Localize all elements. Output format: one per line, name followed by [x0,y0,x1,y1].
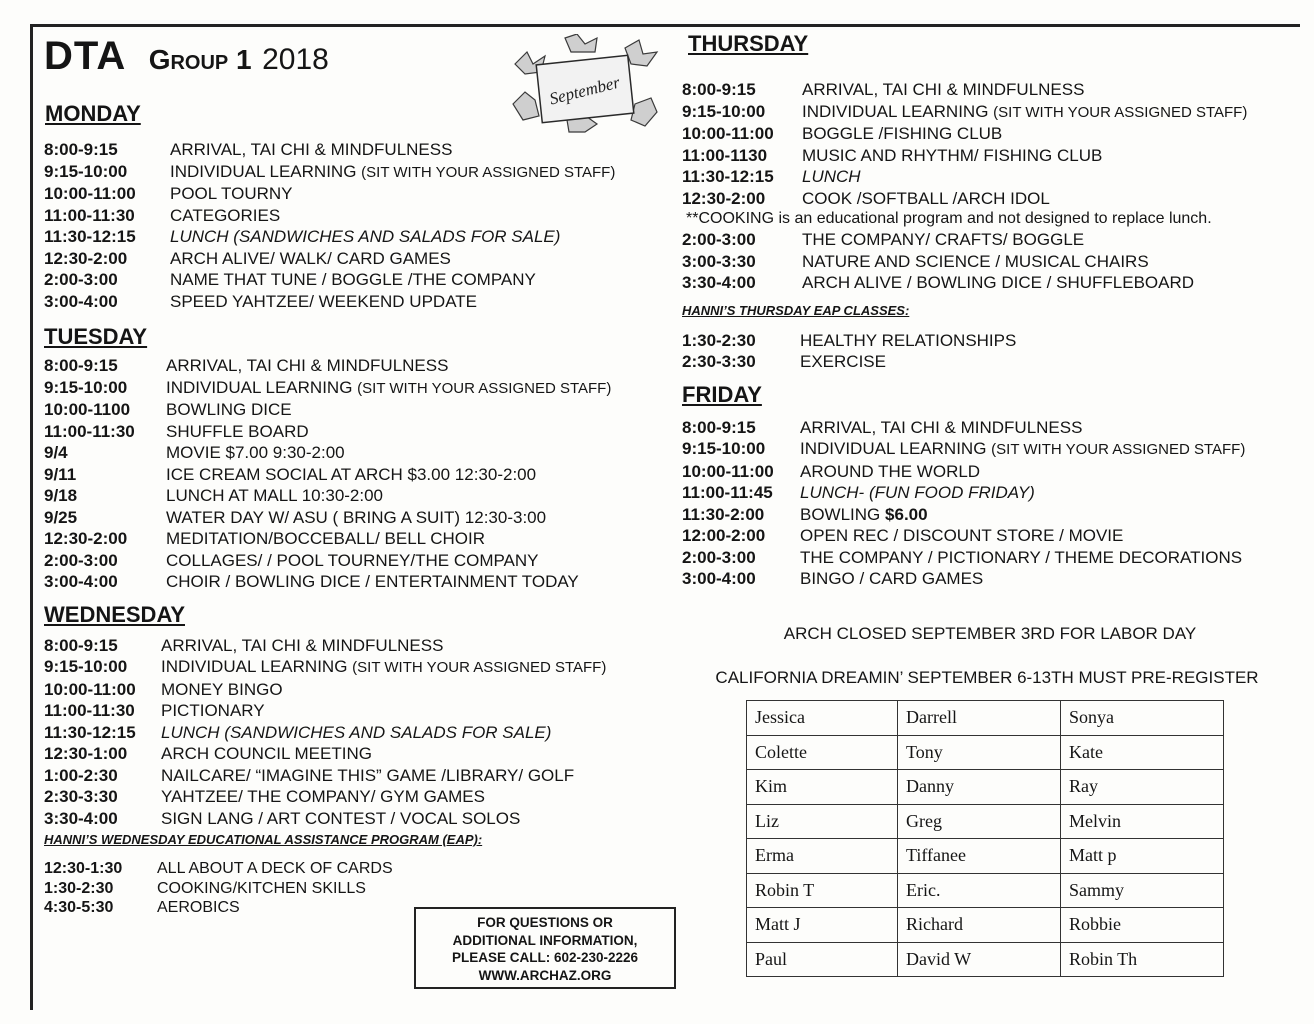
schedule-time: 10:00-11:00 [44,679,136,699]
activity-text: LUNCH [802,167,861,186]
schedule-activity [170,248,674,270]
name-cell: Paul [747,942,898,977]
name-cell: Darrell [898,701,1061,736]
schedule-row [682,166,1302,188]
schedule-row [682,145,1302,167]
trip-notice: CALIFORNIA DREAMIN’ SEPTEMBER 6-13TH MUST PRE-REGISTER [715,668,1259,687]
schedule-time: 4:30-5:30 [44,899,114,916]
activity-text: LUNCH (SANDWICHES AND SALADS FOR SALE) [170,227,561,246]
activity-text: COOKING/KITCHEN SKILLS [157,879,366,897]
schedule-time: 3:00-4:00 [44,291,118,311]
schedule-time: 1:00-2:30 [44,765,118,785]
schedule-activity [802,79,1302,101]
activity-price: $6.00 [885,504,928,524]
activity-text: LUNCH (SANDWICHES AND SALADS FOR SALE) [161,722,552,742]
schedule-row [44,399,674,421]
schedule-activity [802,145,1302,167]
schedule-time: 8:00-9:15 [682,417,756,437]
schedule-time: 11:00-11:30 [44,421,135,441]
contact-line-4: WWW.ARCHAZ.ORG [478,967,612,983]
schedule-time: 2:00-3:00 [44,550,118,570]
closed-notice: ARCH CLOSED SEPTEMBER 3RD FOR LABOR DAY [783,624,1197,643]
schedule-row [44,421,674,443]
activity-text: SPEED YAHTZEE/ WEEKEND UPDATE [170,291,478,311]
schedule-activity [800,417,1302,439]
activity-text: SIGN LANG / ART CONTEST / VOCAL SOLOS [161,808,521,828]
table-row [747,942,1224,977]
schedule-row [44,635,674,657]
friday-schedule [682,417,1302,590]
title-group: Group 1 [148,44,252,75]
activity-text: BOGGLE /FISHING CLUB [802,124,1003,143]
schedule-activity [800,351,1302,373]
schedule-time: 2:30-3:30 [44,787,118,806]
schedule-row [44,161,674,184]
schedule-time: 2:00-3:00 [44,270,118,289]
schedule-time: 10:00-11:00 [682,461,774,481]
schedule-time: 11:30-12:15 [44,722,136,742]
schedule-row [44,700,674,722]
name-cell: Kim [747,770,898,805]
schedule-activity [166,485,674,507]
cooking-note: **COOKING is an educational program and not designed to replace lunch. [686,210,1212,227]
schedule-row [44,656,674,679]
schedule-time: 11:30-12:15 [44,227,136,246]
schedule-activity [166,399,674,421]
activity-text: NAME THAT TUNE / BOGGLE /THE COMPANY [170,270,536,289]
table-row [747,873,1224,908]
schedule-time: 12:30-1:00 [44,744,128,763]
name-cell: Sammy [1061,873,1224,908]
thursday-schedule [682,79,1302,209]
schedule-row [682,547,1302,569]
activity-text: INDIVIDUAL LEARNING [170,161,357,181]
schedule-activity [161,679,674,701]
schedule-activity [166,507,674,529]
schedule-time: 12:00-2:00 [682,526,766,545]
schedule-time: 9:15-10:00 [682,439,766,458]
schedule-time: 11:00-1130 [682,145,768,165]
schedule-time: 11:30-2:00 [682,504,765,524]
schedule-time: 3:00-4:00 [682,569,756,588]
activity-text: ARCH COUNCIL MEETING [161,744,372,763]
schedule-activity [166,550,674,572]
name-cell: Matt J [747,908,898,943]
schedule-time: 11:00-11:30 [44,205,135,225]
schedule-row [44,183,674,205]
schedule-activity [161,743,674,765]
contact-line-3: PLEASE CALL: 602-230-2226 [451,950,639,965]
schedule-activity [800,482,1302,504]
schedule-activity [166,421,674,443]
thursday-heading: THURSDAY [688,31,809,56]
schedule-row [44,743,674,765]
monday-heading: MONDAY [45,101,141,126]
schedule-activity [170,205,674,227]
activity-text: THE COMPANY/ CRAFTS/ BOGGLE [802,230,1085,249]
schedule-activity [166,377,674,400]
schedule-activity [800,568,1302,590]
schedule-activity [161,786,674,808]
schedule-time: 8:00-9:15 [44,356,118,375]
schedule-row [44,205,674,227]
schedule-time: 10:00-11:00 [44,184,136,203]
activity-text: SHUFFLE BOARD [166,421,309,441]
name-cell: Eric. [898,873,1061,908]
activity-text: WATER DAY W/ ASU ( BRING A SUIT) 12:30-3:00 [166,507,547,527]
name-cell: Robin Th [1061,942,1224,977]
table-row [747,770,1224,805]
tuesday-schedule [44,355,674,593]
schedule-time: 12:30-2:00 [44,529,128,548]
activity-text: PICTIONARY [161,701,265,720]
activity-text: EXERCISE [800,352,886,371]
contact-info-box [414,907,676,989]
activity-text: INDIVIDUAL LEARNING [800,439,987,458]
activity-note: (SIT WITH YOUR ASSIGNED STAFF) [352,659,607,676]
page-title [44,34,329,79]
schedule-time: 8:00-9:15 [44,635,118,655]
name-cell: Ray [1061,770,1224,805]
name-cell: Matt p [1061,839,1224,874]
name-cell: Danny [898,770,1061,805]
schedule-time: 9/4 [44,443,68,462]
activity-text: MOVIE $7.00 9:30-2:00 [166,443,345,462]
activity-text: INDIVIDUAL LEARNING [802,101,989,121]
schedule-row [44,808,674,830]
schedule-activity [170,161,674,184]
name-cell: Robbie [1061,908,1224,943]
schedule-time: 9:15-10:00 [682,101,766,121]
schedule-row [682,504,1302,526]
schedule-row [44,464,674,486]
schedule-row [682,123,1302,145]
schedule-activity [170,226,674,248]
title-year: 2018 [262,43,329,76]
schedule-row [44,679,674,701]
schedule-time: 8:00-9:15 [682,80,756,99]
schedule-row [44,377,674,400]
schedule-activity [166,355,674,377]
schedule-time: 10:00-11:00 [682,124,774,143]
schedule-time: 2:00-3:00 [682,547,756,567]
schedule-activity [170,139,674,161]
schedule-row [44,528,674,550]
schedule-row [682,188,1302,210]
thursday-eap-schedule [682,330,1302,373]
schedule-activity [166,442,674,464]
schedule-activity [161,722,674,744]
activity-text: CATEGORIES [170,205,281,225]
schedule-activity [161,765,674,787]
schedule-activity [166,528,674,550]
activity-text: MONEY BINGO [161,679,283,699]
schedule-row [44,269,674,291]
schedule-row [682,461,1302,483]
activity-text: BOWLING [800,504,881,524]
activity-note: (SIT WITH YOUR ASSIGNED STAFF) [991,441,1246,458]
schedule-activity [161,808,674,830]
schedule-time: 12:30-1:30 [44,860,123,877]
activity-note: (SIT WITH YOUR ASSIGNED STAFF) [361,163,616,181]
schedule-time: 8:00-9:15 [44,140,118,159]
schedule-time: 3:30-4:00 [44,808,118,828]
schedule-row [682,351,1302,373]
schedule-activity [170,269,674,291]
schedule-row [682,568,1302,590]
activity-note: (SIT WITH YOUR ASSIGNED STAFF) [357,379,612,397]
activity-text: ARRIVAL, TAI CHI & MINDFULNESS [161,635,444,655]
schedule-activity [157,879,674,899]
schedule-row [44,765,674,787]
badge-label: September [547,72,622,109]
schedule-activity [802,229,1302,251]
schedule-time: 1:30-2:30 [44,879,114,897]
schedule-row [682,417,1302,439]
activity-text: ARCH ALIVE / BOWLING DICE / SHUFFLEBOARD [802,273,1195,292]
schedule-time: 11:30-12:15 [682,167,774,186]
schedule-row [44,485,674,507]
name-cell: Liz [747,804,898,839]
schedule-row [44,139,674,161]
contact-line-2: ADDITIONAL INFORMATION, [452,932,638,948]
activity-text: THE COMPANY / PICTIONARY / THEME DECORATIONS [800,547,1243,567]
table-row [747,839,1224,874]
activity-text: COLLAGES/ / POOL TOURNEY/THE COMPANY [166,550,539,570]
name-cell: Melvin [1061,804,1224,839]
schedule-time: 1:30-2:30 [682,330,756,350]
activity-text: YAHTZEE/ THE COMPANY/ GYM GAMES [161,787,485,806]
schedule-time: 9:15-10:00 [44,161,128,181]
schedule-time: 3:30-4:00 [682,273,756,292]
activity-text: BOWLING DICE [166,400,292,419]
schedule-activity [800,438,1302,461]
wednesday-schedule [44,635,674,830]
schedule-activity [800,504,1302,526]
name-cell: Robin T [747,873,898,908]
schedule-activity [161,656,674,679]
schedule-time: 9:15-10:00 [44,377,128,397]
schedule-activity [166,571,674,593]
schedule-time: 2:00-3:00 [682,230,756,249]
thursday-schedule-afternoon [682,229,1302,294]
schedule-row [682,229,1302,251]
activity-text: ALL ABOUT A DECK OF CARDS [157,860,393,877]
name-cell: Richard [898,908,1061,943]
schedule-time: 12:30-2:00 [44,248,128,268]
name-cell: Greg [898,804,1061,839]
schedule-row [44,859,674,879]
schedule-row [682,101,1302,124]
activity-text: ARCH ALIVE/ WALK/ CARD GAMES [170,248,451,268]
activity-text: AEROBICS [157,899,240,916]
schedule-row [682,438,1302,461]
schedule-time: 11:00-11:30 [44,701,135,720]
activity-text: ARRIVAL, TAI CHI & MINDFULNESS [802,80,1085,99]
schedule-activity [802,123,1302,145]
table-row [747,804,1224,839]
wednesday-heading: WEDNESDAY [44,601,185,627]
name-cell: David W [898,942,1061,977]
schedule-time: 10:00-1100 [44,400,131,419]
friday-heading: FRIDAY [682,381,762,407]
activity-text: ARRIVAL, TAI CHI & MINDFULNESS [170,140,453,159]
schedule-row [44,507,674,529]
schedule-row [682,482,1302,504]
activity-text: ICE CREAM SOCIAL AT ARCH $3.00 12:30-2:00 [166,464,537,484]
left-column [44,100,674,918]
activity-text: HEALTHY RELATIONSHIPS [800,330,1017,350]
schedule-time: 11:00-11:45 [682,483,773,502]
contact-line-1: FOR QUESTIONS OR [477,915,613,930]
schedule-activity [800,461,1302,483]
schedule-activity [161,700,674,722]
schedule-time: 9/18 [44,486,78,505]
schedule-row [682,251,1302,273]
schedule-activity [800,525,1302,547]
schedule-row [44,571,674,593]
schedule-time: 12:30-2:00 [682,188,766,208]
schedule-row [44,226,674,248]
schedule-activity [802,101,1302,124]
schedule-row [44,722,674,744]
schedule-row [44,355,674,377]
schedule-row [44,248,674,270]
schedule-time: 3:00-4:00 [44,572,118,591]
name-cell: Erma [747,839,898,874]
table-row [747,735,1224,770]
activity-text: NATURE AND SCIENCE / MUSICAL CHAIRS [802,251,1149,271]
activity-text: INDIVIDUAL LEARNING [166,377,353,397]
schedule-activity [170,183,674,205]
schedule-activity [170,291,674,313]
schedule-time: 9/25 [44,507,78,527]
schedule-time: 2:30-3:30 [682,352,756,371]
activity-text: LUNCH- (FUN FOOD FRIDAY) [800,483,1035,502]
name-cell: Colette [747,735,898,770]
schedule-row [682,272,1302,294]
right-column [682,30,1302,590]
schedule-activity [161,635,674,657]
schedule-activity [802,166,1302,188]
wednesday-eap-heading: HANNI’S WEDNESDAY EDUCATIONAL ASSISTANCE PROGRAM (EAP): [44,832,483,847]
activity-text: POOL TOURNY [170,184,293,203]
activity-text: INDIVIDUAL LEARNING [161,657,348,676]
schedule-activity [802,188,1302,210]
schedule-row [44,550,674,572]
schedule-time: 9/11 [44,464,77,484]
schedule-activity [802,272,1302,294]
table-row [747,701,1224,736]
schedule-row [44,291,674,313]
registration-names-table [746,700,1224,977]
schedule-activity [800,547,1302,569]
schedule-row [44,442,674,464]
schedule-activity [157,859,674,879]
schedule-time: 3:00-3:30 [682,251,756,271]
schedule-time: 9:15-10:00 [44,657,128,676]
thursday-eap-heading: HANNI’S THURSDAY EAP CLASSES: [682,302,910,318]
table-row [747,908,1224,943]
schedule-row [682,525,1302,547]
activity-note: (SIT WITH YOUR ASSIGNED STAFF) [993,103,1248,121]
activity-text: AROUND THE WORLD [800,461,981,481]
name-cell: Tiffanee [898,839,1061,874]
activity-text: OPEN REC / DISCOUNT STORE / MOVIE [800,526,1124,545]
title-main: DTA [44,34,127,78]
monday-schedule [44,139,674,312]
activity-text: MEDITATION/BOCCEBALL/ BELL CHOIR [166,529,485,548]
activity-text: BINGO / CARD GAMES [800,569,984,588]
activity-text: NAILCARE/ “IMAGINE THIS” GAME /LIBRARY/ GOLF [161,765,575,785]
activity-text: CHOIR / BOWLING DICE / ENTERTAINMENT TODAY [166,572,579,591]
schedule-activity [166,464,674,486]
name-cell: Sonya [1061,701,1224,736]
schedule-activity [802,251,1302,273]
schedule-row [682,79,1302,101]
schedule-row [682,330,1302,352]
name-cell: Jessica [747,701,898,736]
activity-text: MUSIC AND RHYTHM/ FISHING CLUB [802,145,1103,165]
tuesday-heading: TUESDAY [44,324,148,349]
schedule-row [44,879,674,899]
name-cell: Kate [1061,735,1224,770]
activity-text: COOK /SOFTBALL /ARCH IDOL [802,188,1050,208]
schedule-activity [800,330,1302,352]
activity-text: ARRIVAL, TAI CHI & MINDFULNESS [800,417,1083,437]
name-cell: Tony [898,735,1061,770]
schedule-row [44,786,674,808]
activity-text: LUNCH AT MALL 10:30-2:00 [166,486,384,505]
activity-text: ARRIVAL, TAI CHI & MINDFULNESS [166,356,449,375]
